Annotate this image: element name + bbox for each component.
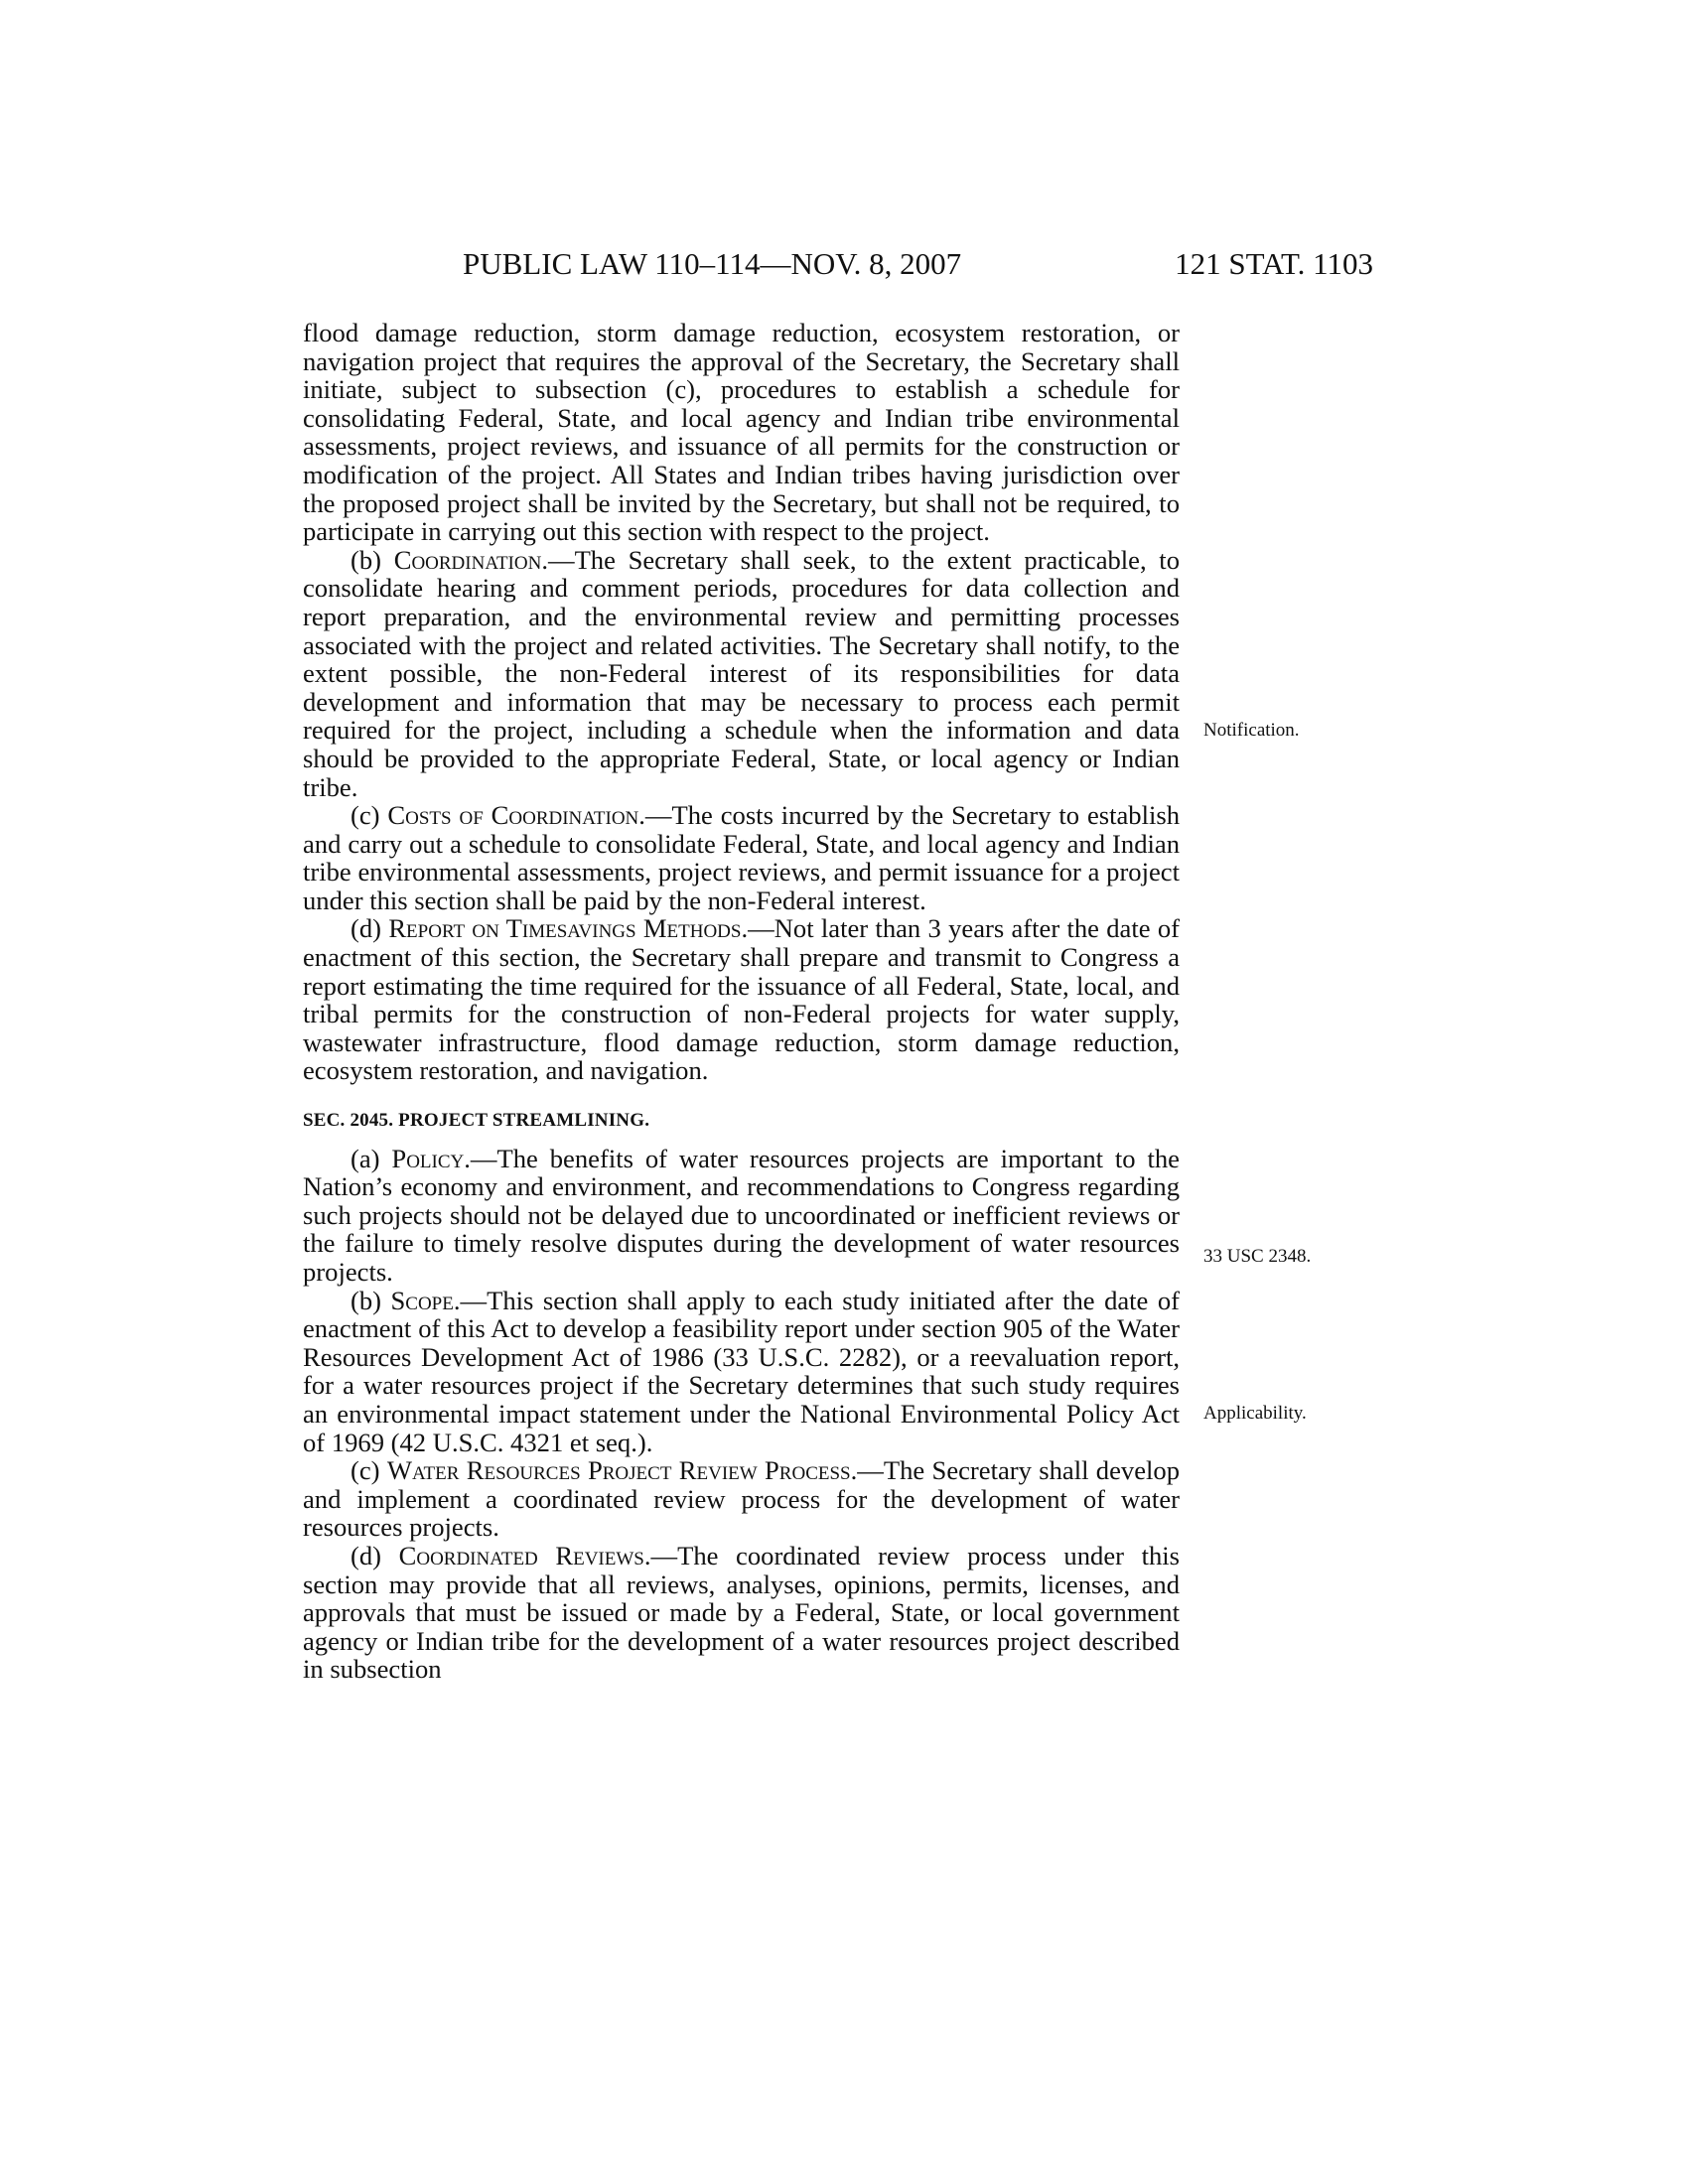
subsection-text: —The Secretary shall seek, to the extent practicable, to consolidate hearing and comment periods, procedures for data collection and report preparation, and the environmental review and permitting processes associated with the project and related activities. The Secretary shall notify, to the extent possible, the non-Federal interest of its responsibilities for data development and information that may be necessary to process each permit required for the project, including a schedule when the information and data should be provided to the appropriate Federal, State, or local agency or Indian tribe. [303,544,1180,802]
subsection-text: —The benefits of water resources projects are important to the Nation’s economy and environment, and recommendations to Congress regarding such projects should not be delayed due to uncoordinated or inefficient reviews or the failure to timely resolve disputes during the development of water resources projects. [303,1143,1180,1287]
subsection-text: —This section shall apply to each study initiated after the date of enactment of this Act to develop a feasibility report under section 905 of the Water Resources Development Act of 1986 (33 U.S.C. 2282), or a reevaluation report, for a water resources project if the Secretary determines that such study requires an environmental impact statement under the National Environmental Policy Act of 1969 (42 U.S.C. 4321 et seq.). [303,1285,1180,1457]
paragraph-c-costs [303,801,1180,914]
paragraph-continuation: flood damage reduction, storm damage reduction, ecosystem restoration, or navigation project that requires the approval of the Secretary, the Secretary shall initiate, subject to subsection (c), procedures to establish a schedule for consolidating Federal, State, and local agency and Indian tribe environmental assessments, project reviews, and issuance of all permits for the construction or modification of the project. All States and Indian tribes having jurisdiction over the proposed project shall be invited by the Secretary, but shall not be required, to participate in carrying out this section with respect to the project. [303,318,1180,547]
paragraph-2045-c-review-process [303,1456,1180,1542]
paragraph-d-report [303,914,1180,1085]
section-2045-heading: SEC. 2045. PROJECT STREAMLINING. [303,1110,650,1132]
paragraph-b-coordination [303,546,1180,801]
margin-note-notification: Notification. [1203,720,1300,741]
subsection-heading: Coordination. [393,544,548,575]
subsection-label: (b) [351,1285,391,1315]
subsection-heading: Scope. [390,1285,461,1315]
subsection-heading: Policy. [391,1143,471,1173]
subsection-text: —Not later than 3 years after the date of enactment of this section, the Secretary shall prepare and transmit to Congress a report estimating the time required for the issuance of all Federal, State, local, and tribal permits for the construction of non-Federal projects for water supply, wastewater infrastructure, flood damage reduction, storm damage reduction, ecosystem restoration, and navigation. [303,913,1180,1086]
subsection-heading: Coordinated Reviews. [398,1540,651,1570]
running-title: PUBLIC LAW 110–114—NOV. 8, 2007 [463,246,962,281]
paragraph-2045-d-coordinated-reviews [303,1542,1180,1684]
subsection-label: (c) [351,800,388,831]
stat-page-number: 121 STAT. 1103 [1175,246,1373,281]
subsection-text: —The Secretary shall develop and implement a coordinated review process for the development of water resources projects. [303,1455,1180,1543]
subsection-heading: Water Resources Project Review Process. [386,1455,858,1486]
page-header [0,246,1688,286]
margin-note-usc-citation: 33 USC 2348. [1203,1246,1312,1267]
subsection-heading: Report on Timesavings Methods. [388,913,749,944]
subsection-label: (c) [351,1455,387,1486]
subsection-text: —The costs incurred by the Secretary to establish and carry out a schedule to consolidate Federal, State, and local agency and Indian tribe environmental assessments, project reviews, and permit issuance for a project under this section shall be paid by the non-Federal interest. [303,800,1181,915]
body-text [303,319,1180,1684]
subsection-label: (b) [351,544,394,575]
paragraph-2045-b-scope [303,1287,1180,1457]
subsection-label: (d) [351,1540,399,1570]
paragraph-2045-a-policy [303,1145,1180,1287]
subsection-text: —The coordinated review process under this section may provide that all reviews, analyses, opinions, permits, licenses, and approvals that must be issued or made by a Federal, State, or local government agency or Indian tribe for the development of a water resources project described in subsection [303,1540,1180,1685]
subsection-heading: Costs of Coordination. [387,800,645,831]
subsection-label: (d) [351,913,389,944]
subsection-label: (a) [351,1143,392,1173]
margin-note-applicability: Applicability. [1203,1403,1307,1424]
